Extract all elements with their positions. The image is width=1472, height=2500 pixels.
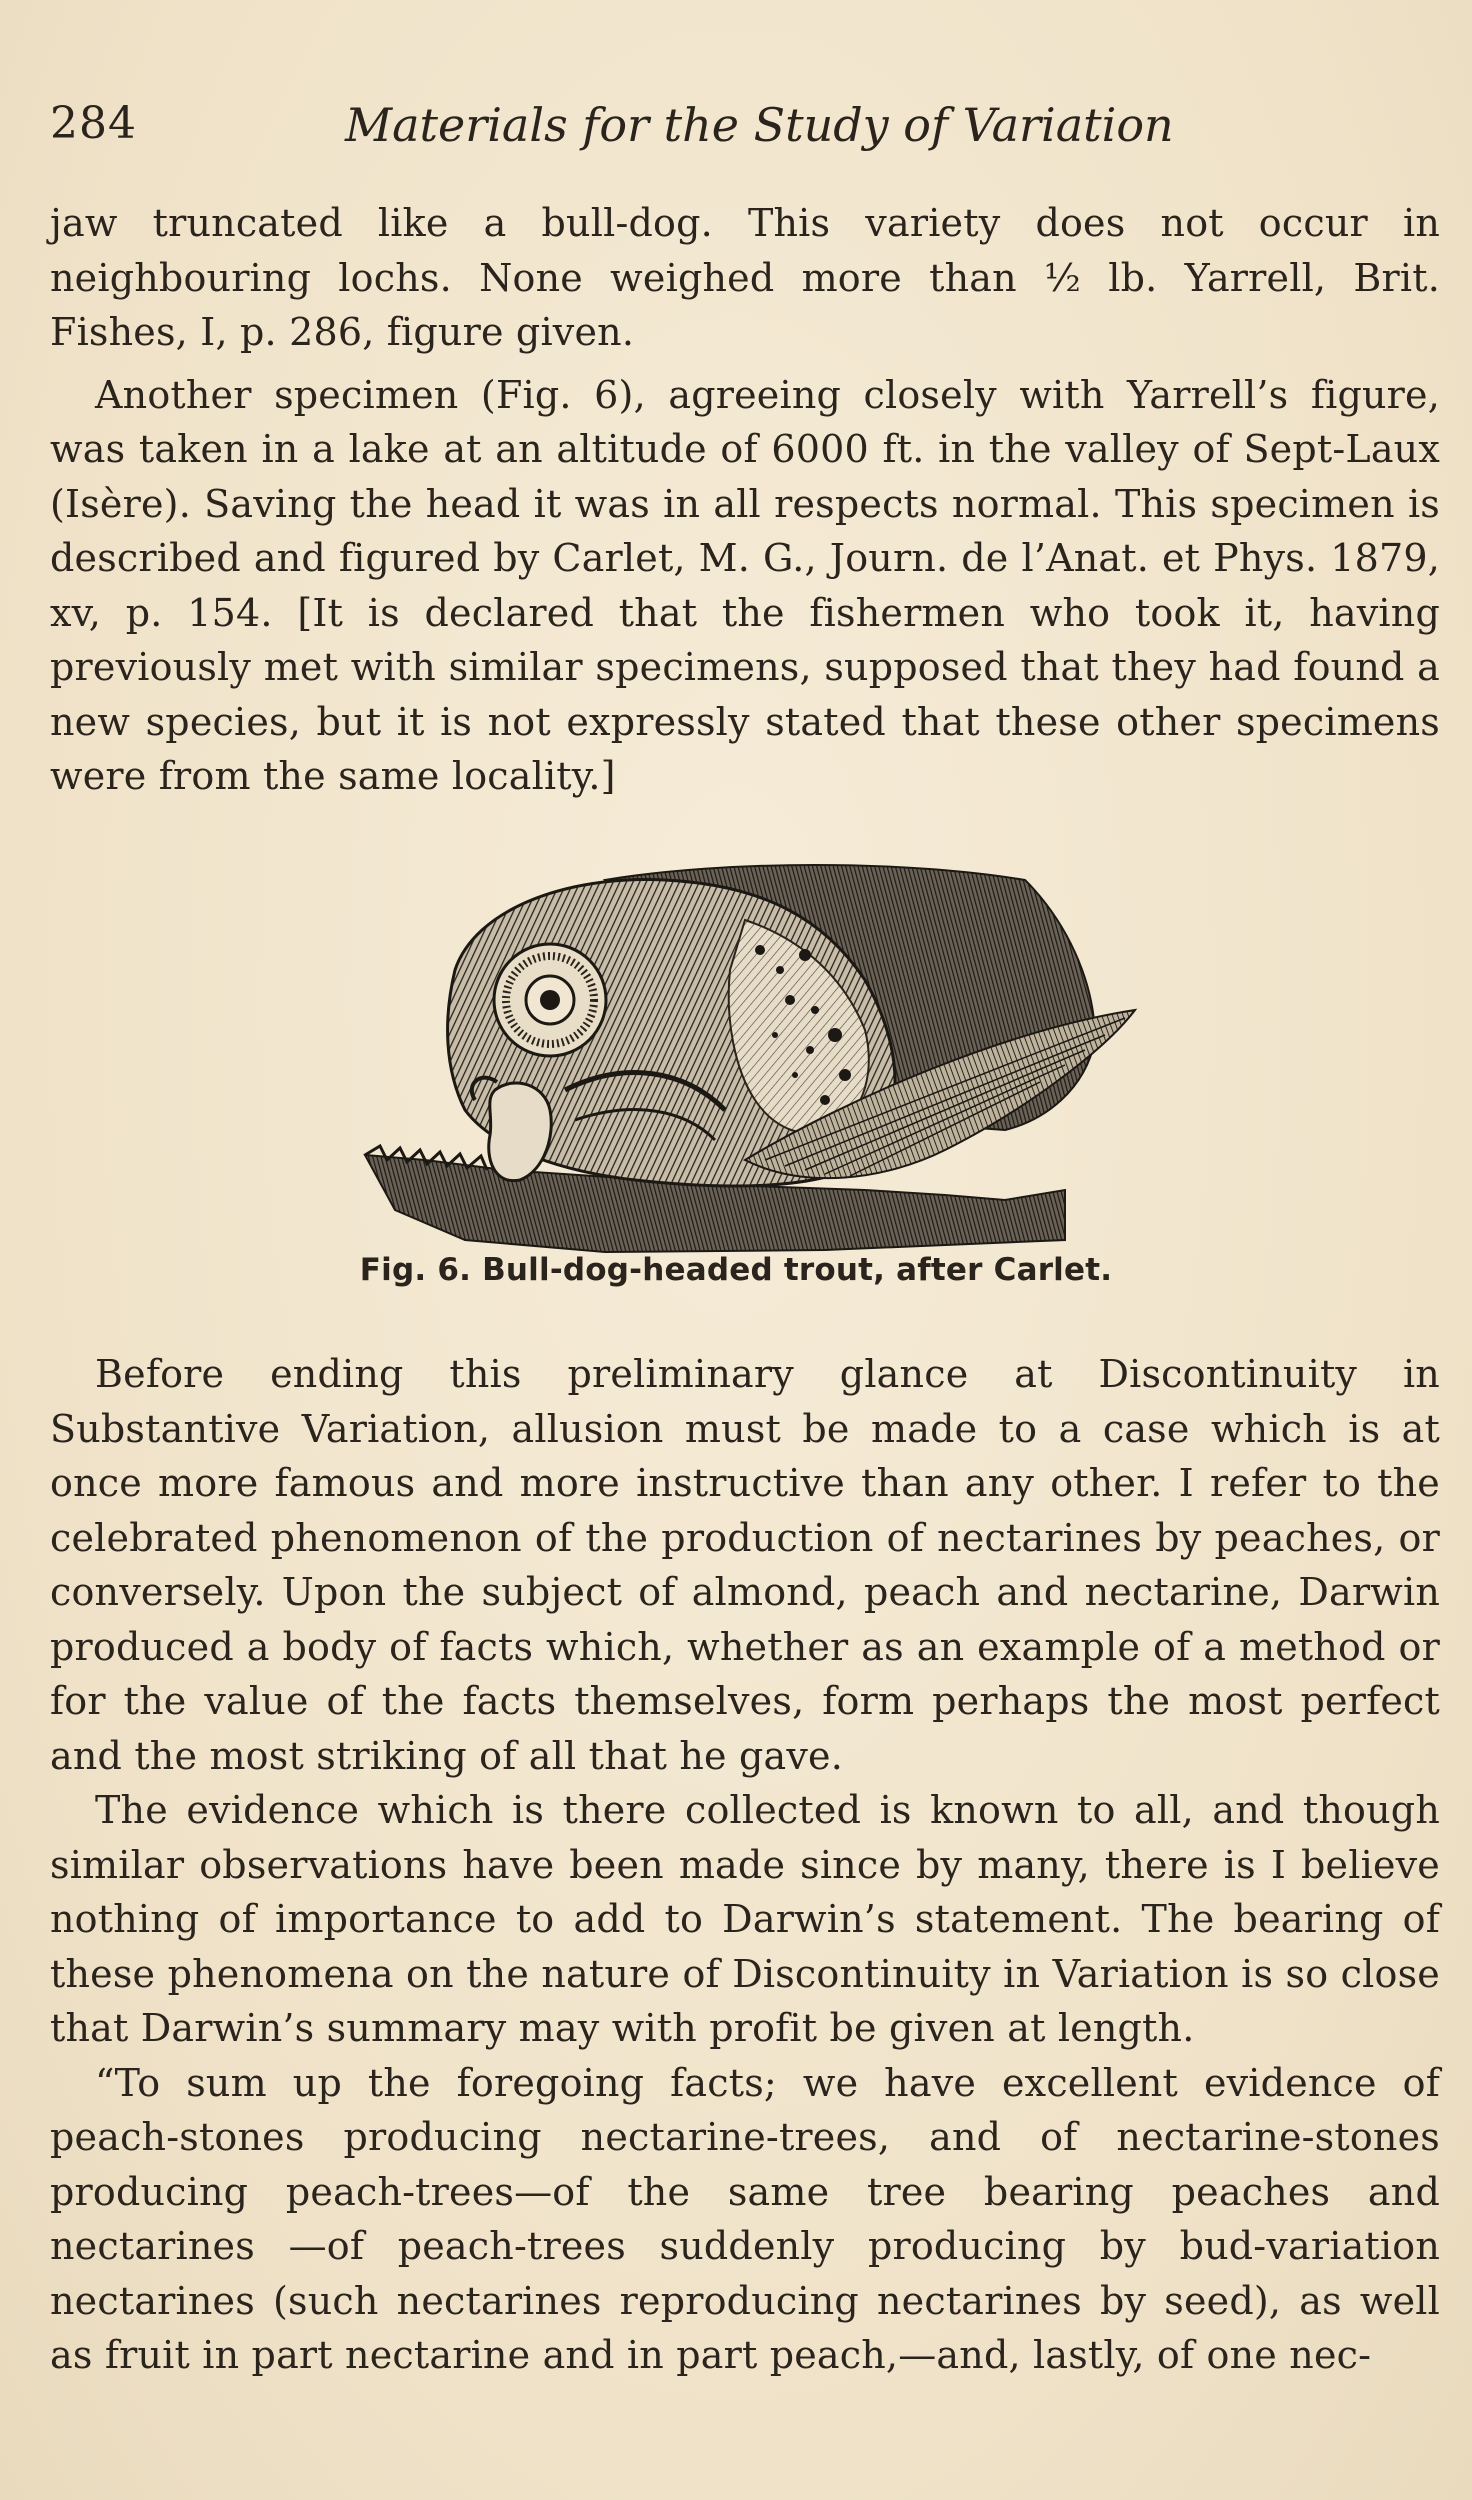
running-title: Materials for the Study of Variation — [345, 98, 1174, 152]
paragraph: “To sum up the foregoing facts; we have excellent evidence of peach-stones producing nectarine-trees, and of nectarine-stones producing peach-trees—of the same tree bearing peaches and nectarines —of peach-trees suddenly producing by bud-variation nectarines (such nectarines reproducing nectarines by seed), as well as fruit in part nectarine and in part peach,—and, lastly, of one nec- — [50, 2060, 1440, 2377]
eye — [494, 944, 606, 1056]
paragraph: jaw truncated like a bull-dog. This variety does not occur in neighbouring lochs. None weighed more than ½ lb. Yarrell, Brit. Fishes, I, p. 286, figure given. — [50, 201, 1440, 354]
text-block-top — [50, 196, 1440, 804]
paragraph: The evidence which is there collected is known to all, and though similar observations have been made since by many, there is I believe nothing of importance to add to Darwin’s statement. The bearing of these phenomena on the nature of Discontinuity in Variation is so close that Darwin’s summary may with profit be given at length. — [50, 1788, 1440, 2050]
text-block-bottom — [50, 1347, 1440, 2383]
book-page — [50, 0, 1440, 2500]
trout-engraving — [305, 860, 1225, 1260]
mouth — [489, 1083, 552, 1181]
paragraph: Before ending this preliminary glance at Discontinuity in Substantive Variation, allusion must be made to a case which is at once more famous and more instructive than any other. I refer to the celebrated phenomenon of the production of nectarines by peaches, or conversely. Upon the subject of almond, peach and nectarine, Darwin produced a body of facts which, whether as an example of a method or for the value of the facts themselves, form perhaps the most perfect and the most striking of all that he gave. — [50, 1352, 1440, 1778]
running-head — [50, 98, 1440, 158]
paragraph: Another specimen (Fig. 6), agreeing closely with Yarrell’s figure, was taken in a lake at an altitude of 6000 ft. in the valley of Sept-Laux (Isère). Saving the head it was in all respects normal. This specimen is described and figured by Carlet, M. G., Journ. de l’Anat. et Phys. 1879, xv, p. 154. [It is declared that the fishermen who took it, having previously met with similar specimens, supposed that they had found a new species, but it is not expressly stated that these other specimens were from the same locality.] — [50, 372, 1440, 798]
figure-trout-illustration — [305, 860, 1225, 1260]
figure-caption: Fig. 6. Bull-dog-headed trout, after Carlet. — [359, 1252, 1113, 1288]
page-number: 284 — [50, 98, 137, 149]
